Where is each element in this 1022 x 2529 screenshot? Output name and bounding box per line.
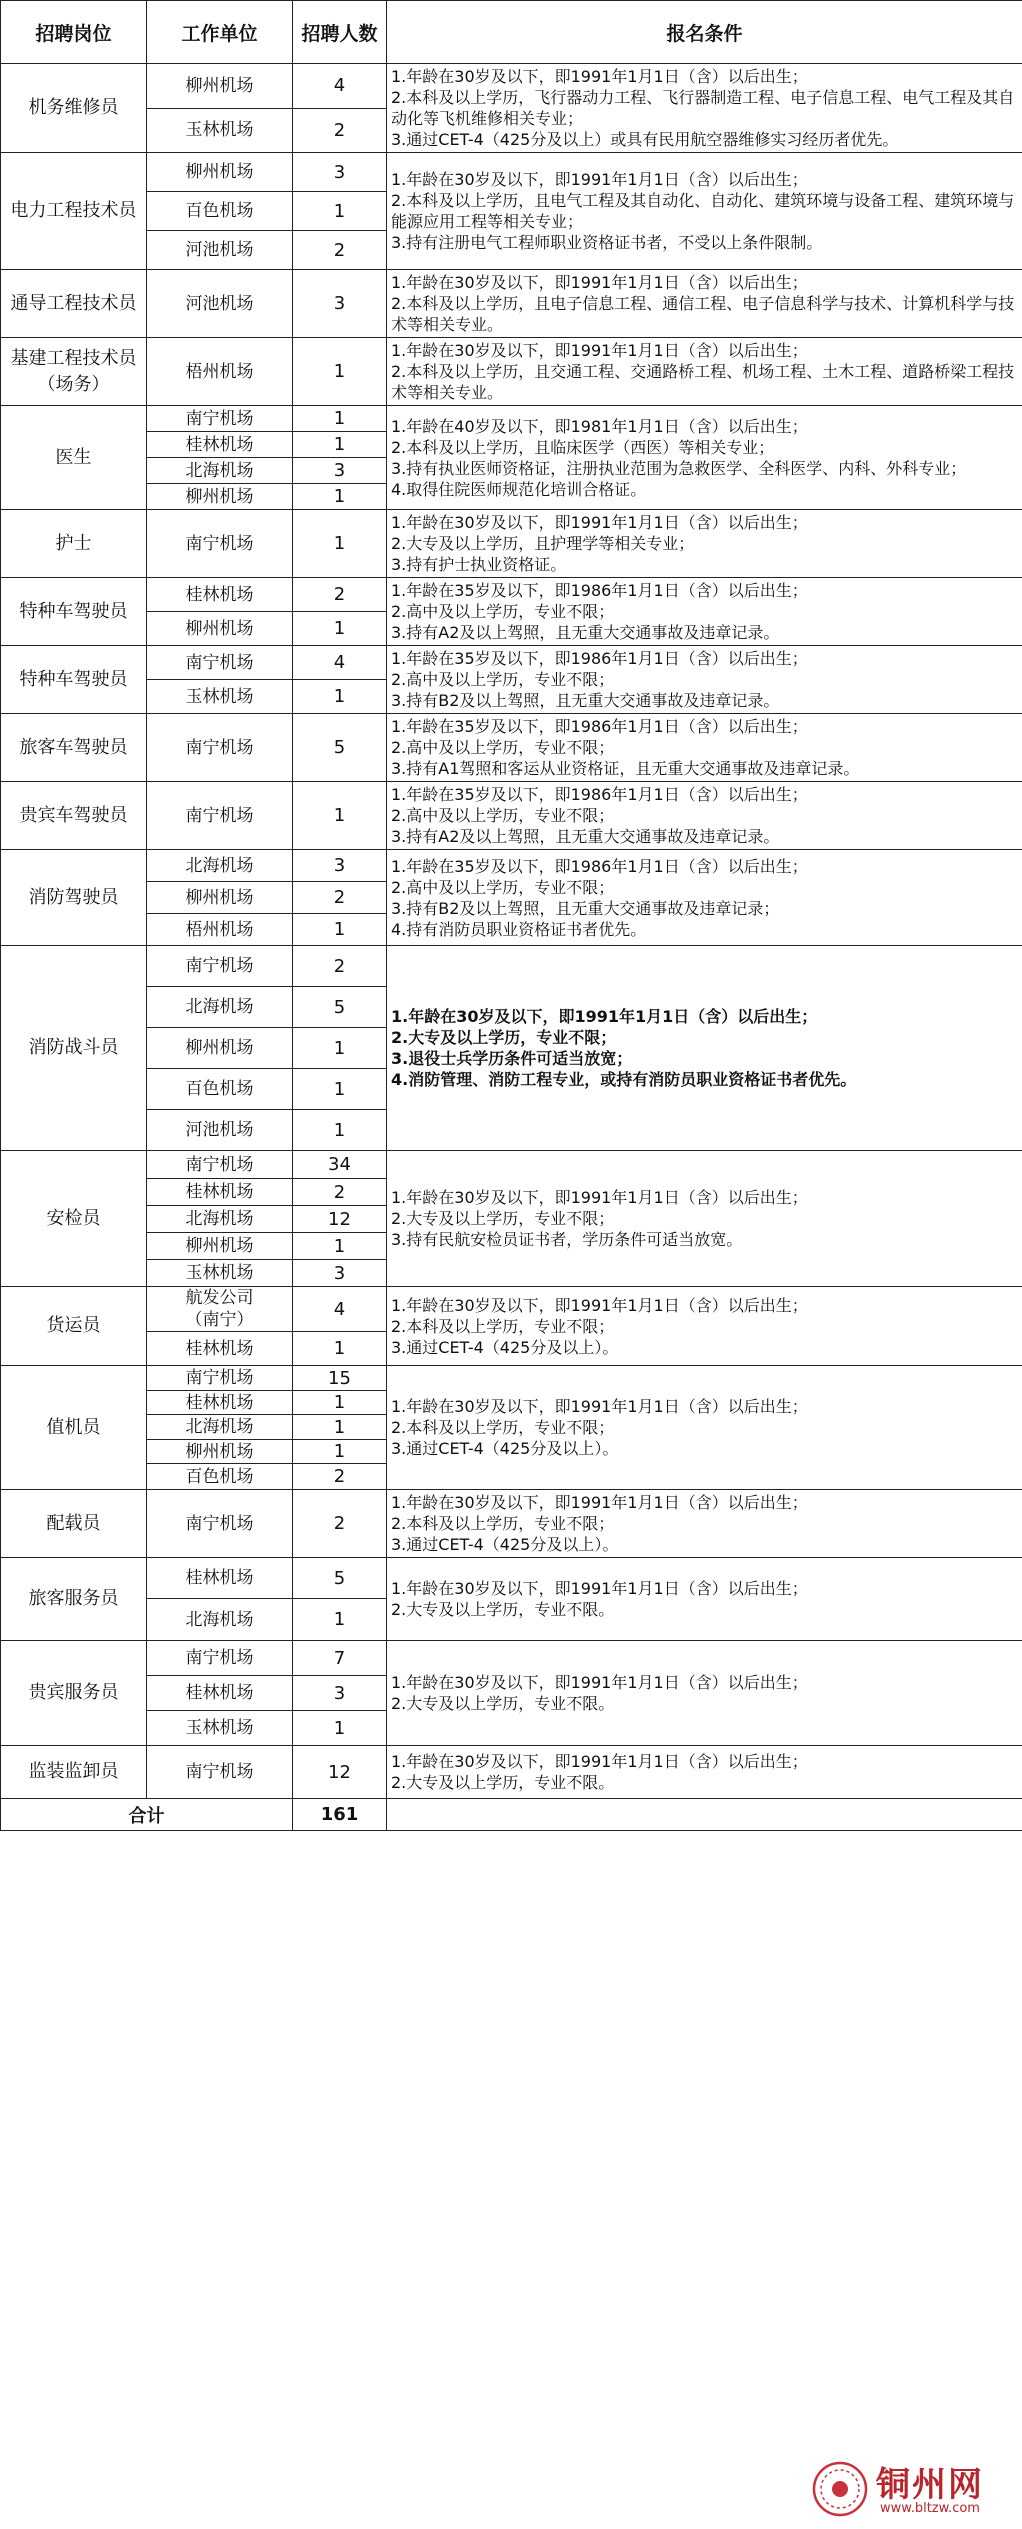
unit-cell: 南宁机场 xyxy=(147,1490,293,1558)
conditions-cell: 1.年龄在30岁及以下，即1991年1月1日（含）以后出生； 2.大专及以上学历，专业不限。 xyxy=(387,1641,1022,1746)
count-cell: 4 xyxy=(293,1287,387,1332)
table-row xyxy=(1,1746,1022,1799)
count-cell: 1 xyxy=(293,1028,387,1069)
unit-cell: 南宁机场 xyxy=(147,510,293,578)
unit-cell: 玉林机场 xyxy=(147,1260,293,1287)
unit-cell: 南宁机场 xyxy=(147,1366,293,1391)
count-cell: 1 xyxy=(293,1391,387,1415)
table-row xyxy=(1,153,1022,192)
count-cell: 3 xyxy=(293,458,387,484)
unit-cell: 玉林机场 xyxy=(147,1711,293,1746)
conditions-cell: 1.年龄在35岁及以下，即1986年1月1日（含）以后出生； 2.高中及以上学历，专业不限； 3.持有A2及以上驾照，且无重大交通事故及违章记录。 xyxy=(387,782,1022,850)
position-cell: 旅客车驾驶员 xyxy=(1,714,147,782)
unit-cell: 柳州机场 xyxy=(147,882,293,914)
unit-cell: 北海机场 xyxy=(147,987,293,1028)
count-cell: 1 xyxy=(293,510,387,578)
header-unit: 工作单位 xyxy=(147,1,293,64)
count-cell: 4 xyxy=(293,646,387,680)
conditions-cell: 1.年龄在30岁及以下，即1991年1月1日（含）以后出生； 2.本科及以上学历，且电子信息工程、通信工程、电子信息科学与技术、计算机科学与技术等相关专业。 xyxy=(387,270,1022,338)
position-cell: 特种车驾驶员 xyxy=(1,646,147,714)
total-count: 161 xyxy=(293,1799,387,1831)
unit-cell: 河池机场 xyxy=(147,270,293,338)
unit-cell: 柳州机场 xyxy=(147,612,293,646)
count-cell: 1 xyxy=(293,914,387,946)
total-label: 合计 xyxy=(1,1799,293,1831)
unit-cell: 南宁机场 xyxy=(147,946,293,987)
position-cell: 值机员 xyxy=(1,1366,147,1490)
watermark-title: 铜州网 xyxy=(876,2465,984,2505)
count-cell: 34 xyxy=(293,1151,387,1179)
unit-cell: 玉林机场 xyxy=(147,108,293,153)
table-body xyxy=(1,64,1022,1831)
table-row xyxy=(1,1490,1022,1558)
count-cell: 1 xyxy=(293,1110,387,1151)
position-cell: 消防驾驶员 xyxy=(1,850,147,946)
table-row xyxy=(1,714,1022,782)
table-row xyxy=(1,1558,1022,1599)
unit-cell: 柳州机场 xyxy=(147,1233,293,1260)
site-logo-icon xyxy=(812,2461,868,2517)
count-cell: 2 xyxy=(293,1179,387,1206)
unit-cell: 南宁机场 xyxy=(147,714,293,782)
unit-cell: 河池机场 xyxy=(147,231,293,270)
count-cell: 7 xyxy=(293,1641,387,1676)
count-cell: 3 xyxy=(293,1676,387,1711)
count-cell: 1 xyxy=(293,1711,387,1746)
position-cell: 货运员 xyxy=(1,1287,147,1366)
unit-cell: 百色机场 xyxy=(147,1069,293,1110)
count-cell: 5 xyxy=(293,1558,387,1599)
count-cell: 15 xyxy=(293,1366,387,1391)
unit-cell: 桂林机场 xyxy=(147,1332,293,1366)
count-cell: 5 xyxy=(293,987,387,1028)
unit-cell: 梧州机场 xyxy=(147,914,293,946)
count-cell: 3 xyxy=(293,850,387,882)
count-cell: 2 xyxy=(293,946,387,987)
unit-cell: 梧州机场 xyxy=(147,338,293,406)
table-row xyxy=(1,1641,1022,1676)
count-cell: 3 xyxy=(293,153,387,192)
unit-cell: 桂林机场 xyxy=(147,432,293,458)
table-row xyxy=(1,64,1022,109)
conditions-cell: 1.年龄在30岁及以下，即1991年1月1日（含）以后出生； 2.大专及以上学历，且护理学等相关专业； 3.持有护士执业资格证。 xyxy=(387,510,1022,578)
unit-cell: 百色机场 xyxy=(147,192,293,231)
unit-cell: 桂林机场 xyxy=(147,1179,293,1206)
count-cell: 1 xyxy=(293,1332,387,1366)
unit-cell: 柳州机场 xyxy=(147,1440,293,1464)
table-row xyxy=(1,850,1022,882)
header-conditions: 报名条件 xyxy=(387,1,1022,64)
position-cell: 通导工程技术员 xyxy=(1,270,147,338)
unit-cell: 百色机场 xyxy=(147,1464,293,1490)
unit-cell: 南宁机场 xyxy=(147,646,293,680)
unit-cell: 北海机场 xyxy=(147,458,293,484)
table-row xyxy=(1,782,1022,850)
unit-cell: 北海机场 xyxy=(147,1599,293,1641)
unit-cell: 柳州机场 xyxy=(147,1028,293,1069)
unit-cell: 桂林机场 xyxy=(147,1558,293,1599)
conditions-cell: 1.年龄在30岁及以下，即1991年1月1日（含）以后出生； 2.本科及以上学历，飞行器动力工程、飞行器制造工程、电子信息工程、电气工程及其自动化等飞机维修相关专业； 3.通过CET-4（425分及以上）或具有民用航空器维修实习经历者优先。 xyxy=(387,64,1022,153)
count-cell: 2 xyxy=(293,231,387,270)
unit-cell: 北海机场 xyxy=(147,1415,293,1440)
conditions-cell: 1.年龄在40岁及以下，即1981年1月1日（含）以后出生； 2.本科及以上学历，且临床医学（西医）等相关专业； 3.持有执业医师资格证，注册执业范围为急救医学、全科医学、内科、外科专业； 4.取得住院医师规范化培训合格证。 xyxy=(387,406,1022,510)
conditions-cell: 1.年龄在30岁及以下，即1991年1月1日（含）以后出生； 2.本科及以上学历，专业不限； 3.通过CET-4（425分及以上）。 xyxy=(387,1366,1022,1490)
unit-cell: 北海机场 xyxy=(147,1206,293,1233)
position-cell: 配载员 xyxy=(1,1490,147,1558)
header-post: 招聘岗位 xyxy=(1,1,147,64)
unit-cell: 航发公司 （南宁） xyxy=(147,1287,293,1332)
count-cell: 1 xyxy=(293,782,387,850)
count-cell: 1 xyxy=(293,432,387,458)
count-cell: 1 xyxy=(293,1069,387,1110)
header-count: 招聘人数 xyxy=(293,1,387,64)
unit-cell: 南宁机场 xyxy=(147,1746,293,1799)
unit-cell: 南宁机场 xyxy=(147,1641,293,1676)
count-cell: 3 xyxy=(293,270,387,338)
unit-cell: 桂林机场 xyxy=(147,578,293,612)
position-cell: 监装监卸员 xyxy=(1,1746,147,1799)
conditions-cell: 1.年龄在30岁及以下，即1991年1月1日（含）以后出生； 2.本科及以上学历，专业不限； 3.通过CET-4（425分及以上）。 xyxy=(387,1287,1022,1366)
unit-cell: 南宁机场 xyxy=(147,406,293,432)
count-cell: 1 xyxy=(293,484,387,510)
count-cell: 1 xyxy=(293,1599,387,1641)
position-cell: 医生 xyxy=(1,406,147,510)
table-row xyxy=(1,510,1022,578)
position-cell: 消防战斗员 xyxy=(1,946,147,1151)
position-cell: 旅客服务员 xyxy=(1,1558,147,1641)
total-row xyxy=(1,1799,1022,1831)
unit-cell: 桂林机场 xyxy=(147,1676,293,1711)
table-row xyxy=(1,270,1022,338)
conditions-cell: 1.年龄在35岁及以下，即1986年1月1日（含）以后出生； 2.高中及以上学历，专业不限； 3.持有A1驾照和客运从业资格证，且无重大交通事故及违章记录。 xyxy=(387,714,1022,782)
position-cell: 机务维修员 xyxy=(1,64,147,153)
unit-cell: 玉林机场 xyxy=(147,680,293,714)
count-cell: 2 xyxy=(293,578,387,612)
count-cell: 1 xyxy=(293,192,387,231)
table-row xyxy=(1,1287,1022,1332)
count-cell: 1 xyxy=(293,612,387,646)
count-cell: 1 xyxy=(293,406,387,432)
count-cell: 12 xyxy=(293,1746,387,1799)
count-cell: 2 xyxy=(293,882,387,914)
total-empty-cell xyxy=(387,1799,1022,1831)
conditions-cell: 1.年龄在35岁及以下，即1986年1月1日（含）以后出生； 2.高中及以上学历，专业不限； 3.持有A2及以上驾照，且无重大交通事故及违章记录。 xyxy=(387,578,1022,646)
header-row xyxy=(1,1,1022,64)
conditions-cell: 1.年龄在30岁及以下，即1991年1月1日（含）以后出生； 2.本科及以上学历，且交通工程、交通路桥工程、机场工程、土木工程、道路桥梁工程技术等相关专业。 xyxy=(387,338,1022,406)
table-row xyxy=(1,1151,1022,1179)
unit-cell: 柳州机场 xyxy=(147,484,293,510)
position-cell: 基建工程技术员 （场务） xyxy=(1,338,147,406)
unit-cell: 南宁机场 xyxy=(147,782,293,850)
count-cell: 1 xyxy=(293,1440,387,1464)
position-cell: 电力工程技术员 xyxy=(1,153,147,270)
table-row xyxy=(1,946,1022,987)
position-cell: 贵宾服务员 xyxy=(1,1641,147,1746)
count-cell: 12 xyxy=(293,1206,387,1233)
unit-cell: 北海机场 xyxy=(147,850,293,882)
count-cell: 1 xyxy=(293,1233,387,1260)
conditions-cell: 1.年龄在30岁及以下，即1991年1月1日（含）以后出生； 2.本科及以上学历，专业不限； 3.通过CET-4（425分及以上）。 xyxy=(387,1490,1022,1558)
count-cell: 1 xyxy=(293,1415,387,1440)
position-cell: 贵宾车驾驶员 xyxy=(1,782,147,850)
unit-cell: 南宁机场 xyxy=(147,1151,293,1179)
watermark xyxy=(812,2457,1012,2521)
table-row xyxy=(1,578,1022,612)
unit-cell: 柳州机场 xyxy=(147,153,293,192)
position-cell: 护士 xyxy=(1,510,147,578)
conditions-cell: 1.年龄在30岁及以下，即1991年1月1日（含）以后出生； 2.大专及以上学历，专业不限； 3.退役士兵学历条件可适当放宽； 4.消防管理、消防工程专业，或持有消防员职业资格证书者优先。 xyxy=(387,946,1022,1151)
count-cell: 1 xyxy=(293,338,387,406)
table-row xyxy=(1,406,1022,432)
count-cell: 4 xyxy=(293,64,387,109)
table-row xyxy=(1,646,1022,680)
unit-cell: 桂林机场 xyxy=(147,1391,293,1415)
position-cell: 特种车驾驶员 xyxy=(1,578,147,646)
unit-cell: 柳州机场 xyxy=(147,64,293,109)
count-cell: 2 xyxy=(293,1490,387,1558)
count-cell: 5 xyxy=(293,714,387,782)
conditions-cell: 1.年龄在30岁及以下，即1991年1月1日（含）以后出生； 2.大专及以上学历，专业不限； 3.持有民航安检员证书者，学历条件可适当放宽。 xyxy=(387,1151,1022,1287)
count-cell: 2 xyxy=(293,108,387,153)
conditions-cell: 1.年龄在30岁及以下，即1991年1月1日（含）以后出生； 2.大专及以上学历，专业不限。 xyxy=(387,1558,1022,1641)
count-cell: 2 xyxy=(293,1464,387,1490)
conditions-cell: 1.年龄在30岁及以下，即1991年1月1日（含）以后出生； 2.大专及以上学历，专业不限。 xyxy=(387,1746,1022,1799)
conditions-cell: 1.年龄在30岁及以下，即1991年1月1日（含）以后出生； 2.本科及以上学历，且电气工程及其自动化、自动化、建筑环境与设备工程、建筑环境与能源应用工程等相关专业； 3.持有注册电气工程师职业资格证书者，不受以上条件限制。 xyxy=(387,153,1022,270)
table-row xyxy=(1,338,1022,406)
conditions-cell: 1.年龄在35岁及以下，即1986年1月1日（含）以后出生； 2.高中及以上学历，专业不限； 3.持有B2及以上驾照，且无重大交通事故及违章记录； 4.持有消防员职业资格证书者优先。 xyxy=(387,850,1022,946)
count-cell: 3 xyxy=(293,1260,387,1287)
unit-cell: 河池机场 xyxy=(147,1110,293,1151)
watermark-url: www.bltzw.com xyxy=(880,2501,980,2516)
position-cell: 安检员 xyxy=(1,1151,147,1287)
table-row xyxy=(1,1366,1022,1391)
conditions-cell: 1.年龄在35岁及以下，即1986年1月1日（含）以后出生； 2.高中及以上学历，专业不限； 3.持有B2及以上驾照，且无重大交通事故及违章记录。 xyxy=(387,646,1022,714)
count-cell: 1 xyxy=(293,680,387,714)
